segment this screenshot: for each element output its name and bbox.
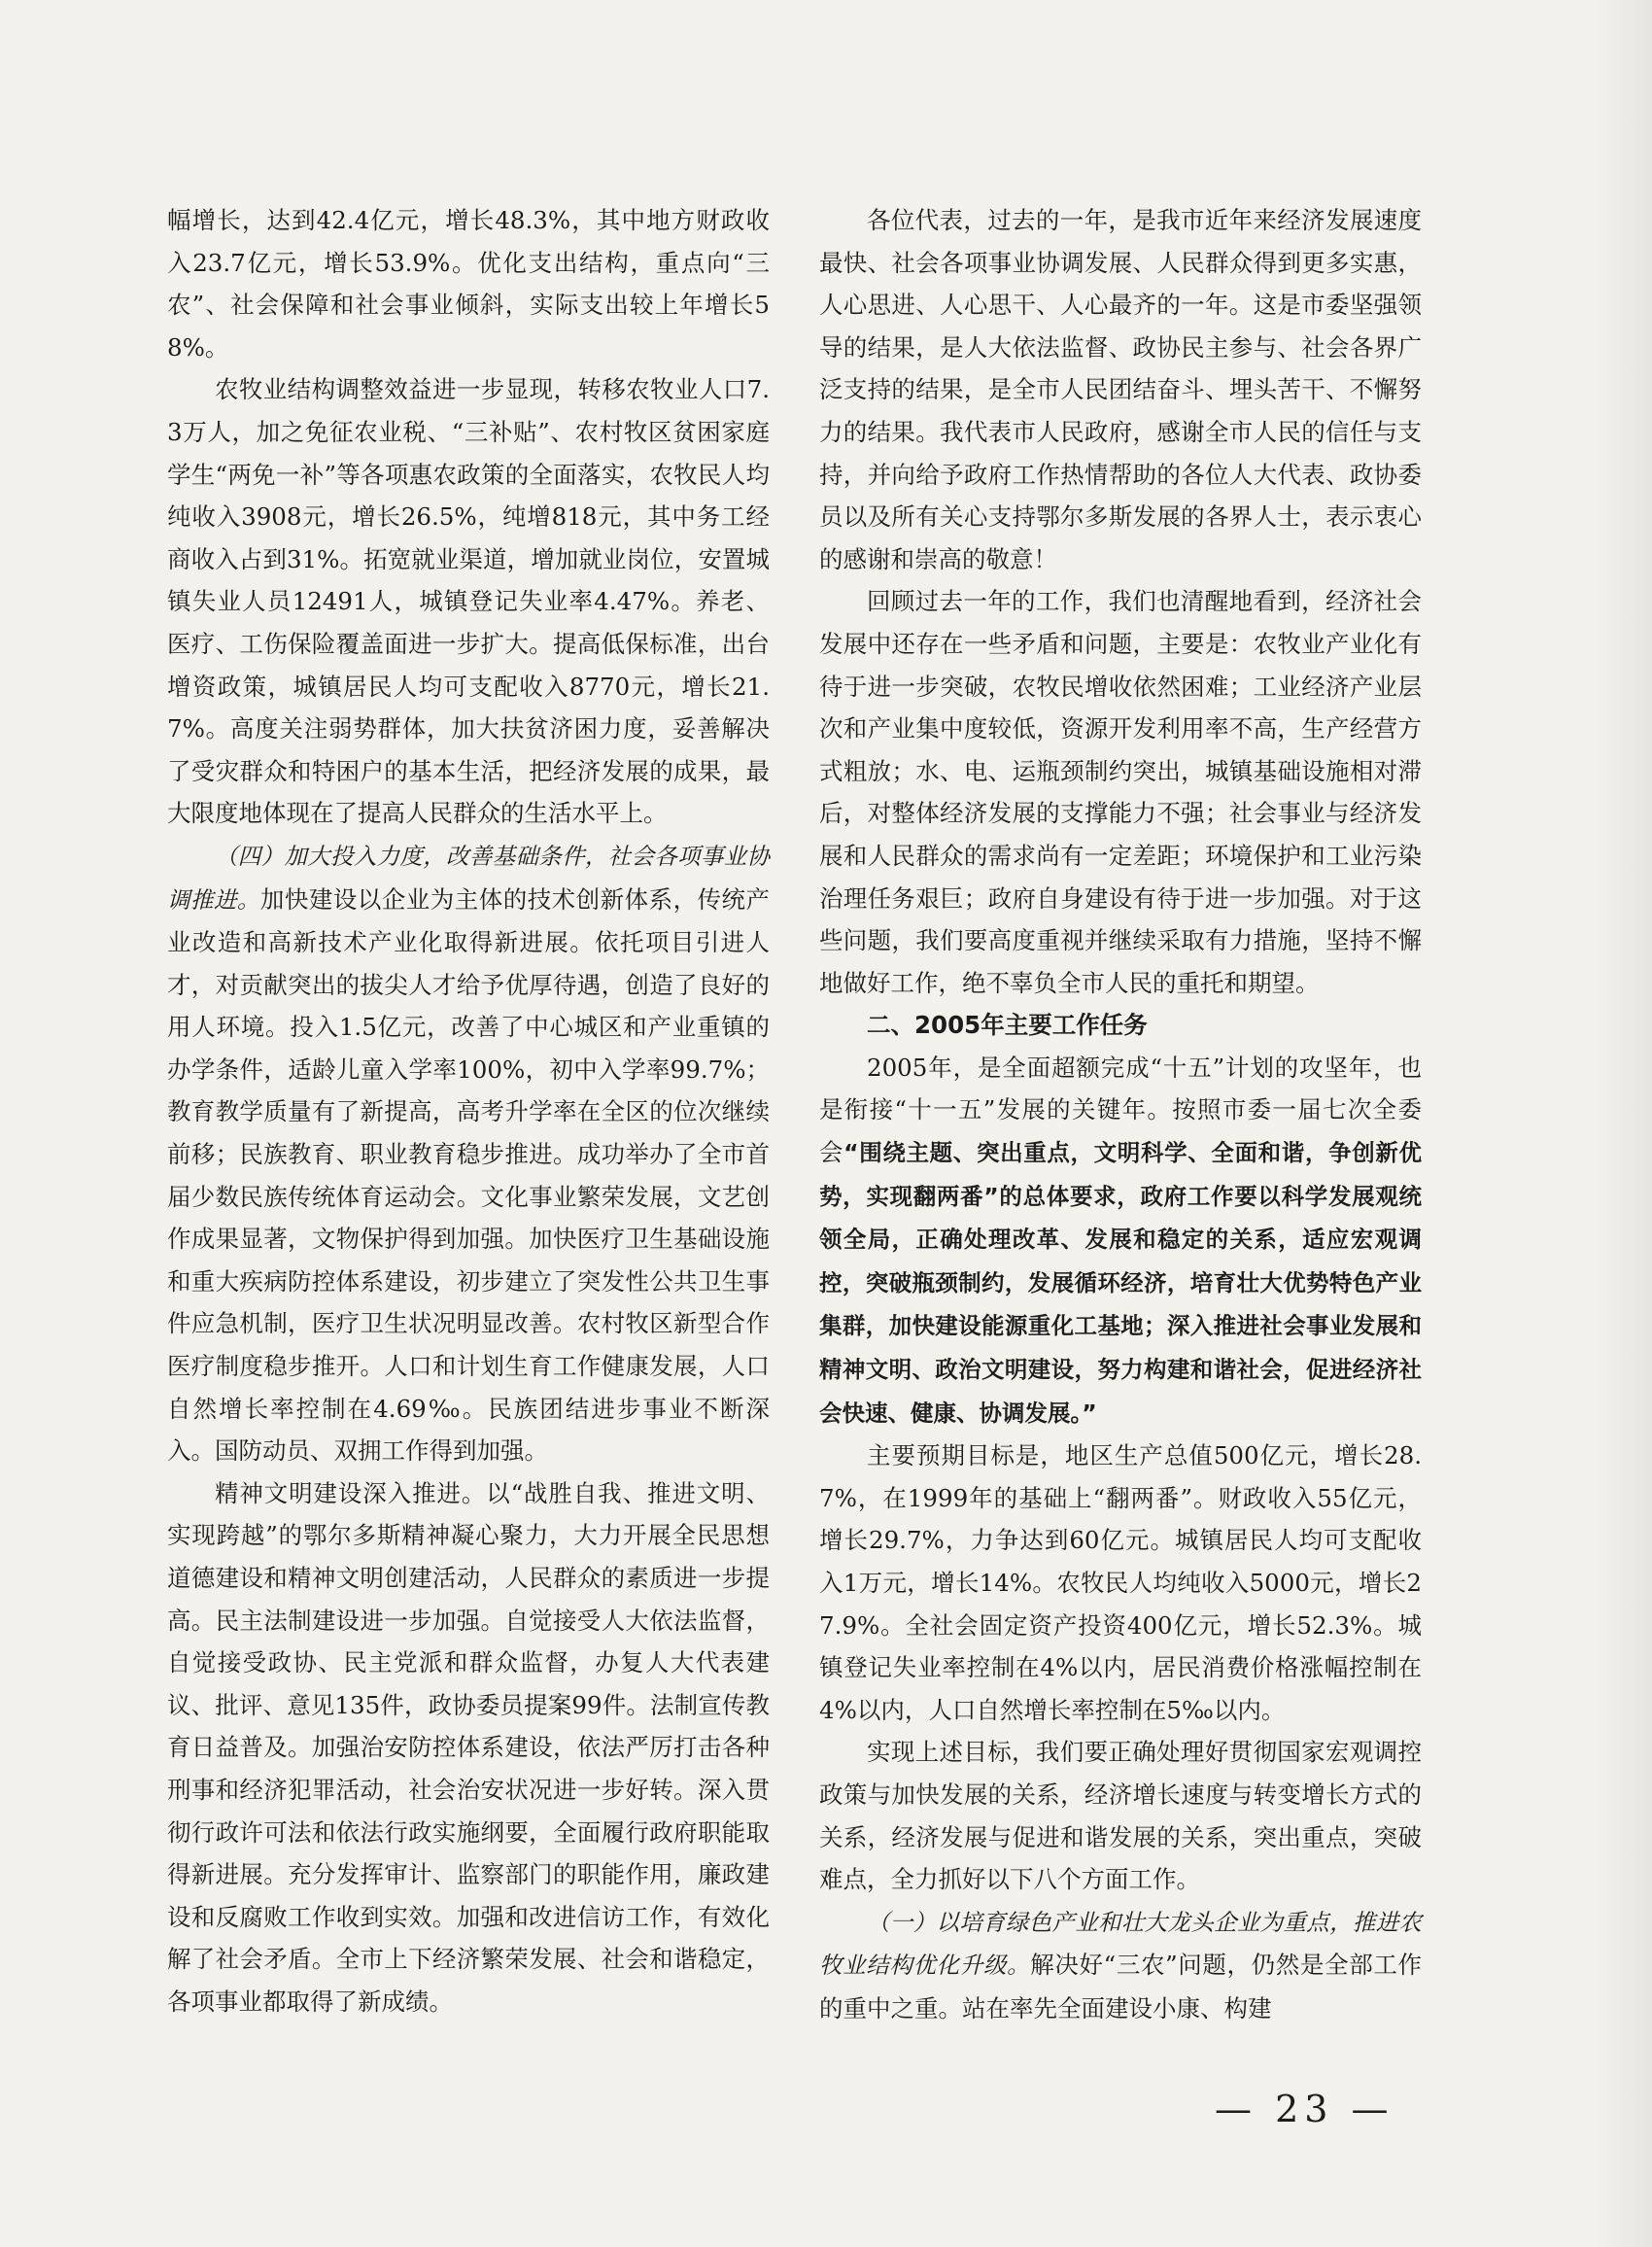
- paragraph-text: 2005年，是全面超额完成“十五”计划的攻坚年，也是衔接“十一五”发展的关键年。按照市委一届七次全委会: [819, 1053, 1422, 1167]
- paragraph: 农牧业结构调整效益进一步显现，转移农牧业人口7.3万人，加之免征农业税、“三补贴”、农村牧区贫困家庭学生“两免一补”等各项惠农政策的全面落实，农牧民人均纯收入3908元，增长26.5%，纯增818元，其中务工经商收入占到31%。拓宽就业渠道，增加就业岗位，安置城镇失业人员12491人，城镇登记失业率4.47%。养老、医疗、工伤保险覆盖面进一步扩大。提高低保标准，出台增资政策，城镇居民人均可支配收入8770元，增长21.7%。高度关注弱势群体，加大扶贫济困力度，妥善解决了受灾群众和特困户的基本生活，把经济发展的成果，最大限度地体现在了提高人民群众的生活水平上。: [167, 375, 770, 828]
- paragraph: 主要预期目标是，地区生产总值500亿元，增长28.7%，在1999年的基础上“翻两番”。财政收入55亿元，增长29.7%，力争达到60亿元。城镇居民人均可支配收入1万元，增长14%。农牧民人均纯收入5000元，增长27.9%。全社会固定资产投资400亿元，增长52.3%。城镇登记失业率控制在4%以内，居民消费价格涨幅控制在4%以内，人口自然增长率控制在5‰以内。: [819, 1441, 1422, 1724]
- bold-quote: “围绕主题、突出重点，文明科学、全面和谐，争创新优势，实现翻两番”的总体要求，政府工作要以科学发展观统领全局，正确处理改革、发展和稳定的关系，适应宏观调控，突破瓶颈制约，发展循环经济，培育壮大优势特色产业集群，加快建设能源重化工基地；深入推进社会事业发展和精神文明、政治文明建设，努力构建和谐社会，促进经济社会快速、健康、协调发展。”: [819, 1139, 1423, 1427]
- paragraph: 各位代表，过去的一年，是我市近年来经济发展速度最快、社会各项事业协调发展、人民群众得到更多实惠，人心思进、人心思干、人心最齐的一年。这是市委坚强领导的结果，是人大依法监督、政协民主参与、社会各界广泛支持的结果，是全市人民团结奋斗、埋头苦干、不懈努力的结果。我代表市人民政府，感谢全市人民的信任与支持，并向给予政府工作热情帮助的各位人大代表、政协委员以及所有关心支持鄂尔多斯发展的各界人士，表示衷心的感谢和崇高的敬意！: [819, 206, 1422, 573]
- paragraph: [819, 1901, 1422, 2030]
- paragraph-text: 加快建设以企业为主体的技术创新体系，传统产业改造和高新技术产业化取得新进展。依托项目引进人才，对贡献突出的拔尖人才给予优厚待遇，创造了良好的用人环境。投入1.5亿元，改善了中心城区和产业重镇的办学条件，适龄儿童入学率100%，初中入学率99.7%；教育教学质量有了新提高，高考升学率在全区的位次继续前移；民族教育、职业教育稳步推进。成功举办了全市首届少数民族传统体育运动会。文化事业繁荣发展，文艺创作成果显著，文物保护得到加强。加快医疗卫生基础设施和重大疾病防控体系建设，初步建立了突发性公共卫生事件应急机制，医疗卫生状况明显改善。农村牧区新型合作医疗制度稳步推开。人口和计划生育工作健康发展，人口自然增长率控制在4.69‰。民族团结进步事业不断深入。国防动员、双拥工作得到加强。: [167, 884, 771, 1466]
- paragraph: [167, 835, 770, 1472]
- paragraph: 回顾过去一年的工作，我们也清醒地看到，经济社会发展中还存在一些矛盾和问题，主要是：农牧业产业化有待于进一步突破，农牧民增收依然困难；工业经济产业层次和产业集中度较低，资源开发利用率不高，生产经营方式粗放；水、电、运瓶颈制约突出，城镇基础设施相对滞后，对整体经济发展的支撑能力不强；社会事业与经济发展和人民群众的需求尚有一定差距；环境保护和工业污染治理任务艰巨；政府自身建设有待于进一步加强。对于这些问题，我们要高度重视并继续采取有力措施，坚持不懈地做好工作，绝不辜负全市人民的重托和期望。: [819, 587, 1422, 997]
- left-column: [167, 199, 770, 2023]
- paragraph: 精神文明建设深入推进。以“战胜自我、推进文明、实现跨越”的鄂尔多斯精神凝心聚力，大力开展全民思想道德建设和精神文明创建活动，人民群众的素质进一步提高。民主法制建设进一步加强。自觉接受人大依法监督，自觉接受政协、民主党派和群众监督，办复人大代表建议、批评、意见135件，政协委员提案99件。法制宣传教育日益普及。加强治安防控体系建设，依法严厉打击各种刑事和经济犯罪活动，社会治安状况进一步好转。深入贯彻行政许可法和依法行政实施纲要，全面履行政府职能取得新进展。充分发挥审计、监察部门的职能作用，廉政建设和反腐败工作收到实效。加强和改进信访工作，有效化解了社会矛盾。全市上下经济繁荣发展、社会和谐稳定，各项事业都取得了新成绩。: [167, 1478, 770, 2016]
- page-number: — 23 —: [1215, 2088, 1394, 2130]
- paragraph-text: 解决好“三农”问题，仍然是全部工作的重中之重。站在率先全面建设小康、构建: [819, 1951, 1422, 2022]
- section-heading: 二、2005年主要工作任务: [867, 1011, 1148, 1040]
- section-lead: （四）加大投入力度，改善基础条件，社会各项事业协调推进。: [167, 842, 770, 914]
- scan-shadow: [1594, 0, 1652, 2247]
- paragraph: 实现上述目标，我们要正确处理好贯彻国家宏观调控政策与加快发展的关系，经济增长速度与转变增长方式的关系，经济发展与促进和谐发展的关系，突出重点，突破难点，全力抓好以下八个方面工作。: [819, 1738, 1422, 1894]
- section-lead: （一）以培育绿色产业和壮大龙头企业为重点，推进农牧业结构优化升级。: [819, 1908, 1422, 1980]
- paragraph: 幅增长，达到42.4亿元，增长48.3%，其中地方财政收入23.7亿元，增长53.9%。优化支出结构，重点向“三农”、社会保障和社会事业倾斜，实际支出较上年增长58%。: [167, 206, 770, 362]
- paragraph: [819, 1047, 1422, 1435]
- right-column: [819, 199, 1422, 2030]
